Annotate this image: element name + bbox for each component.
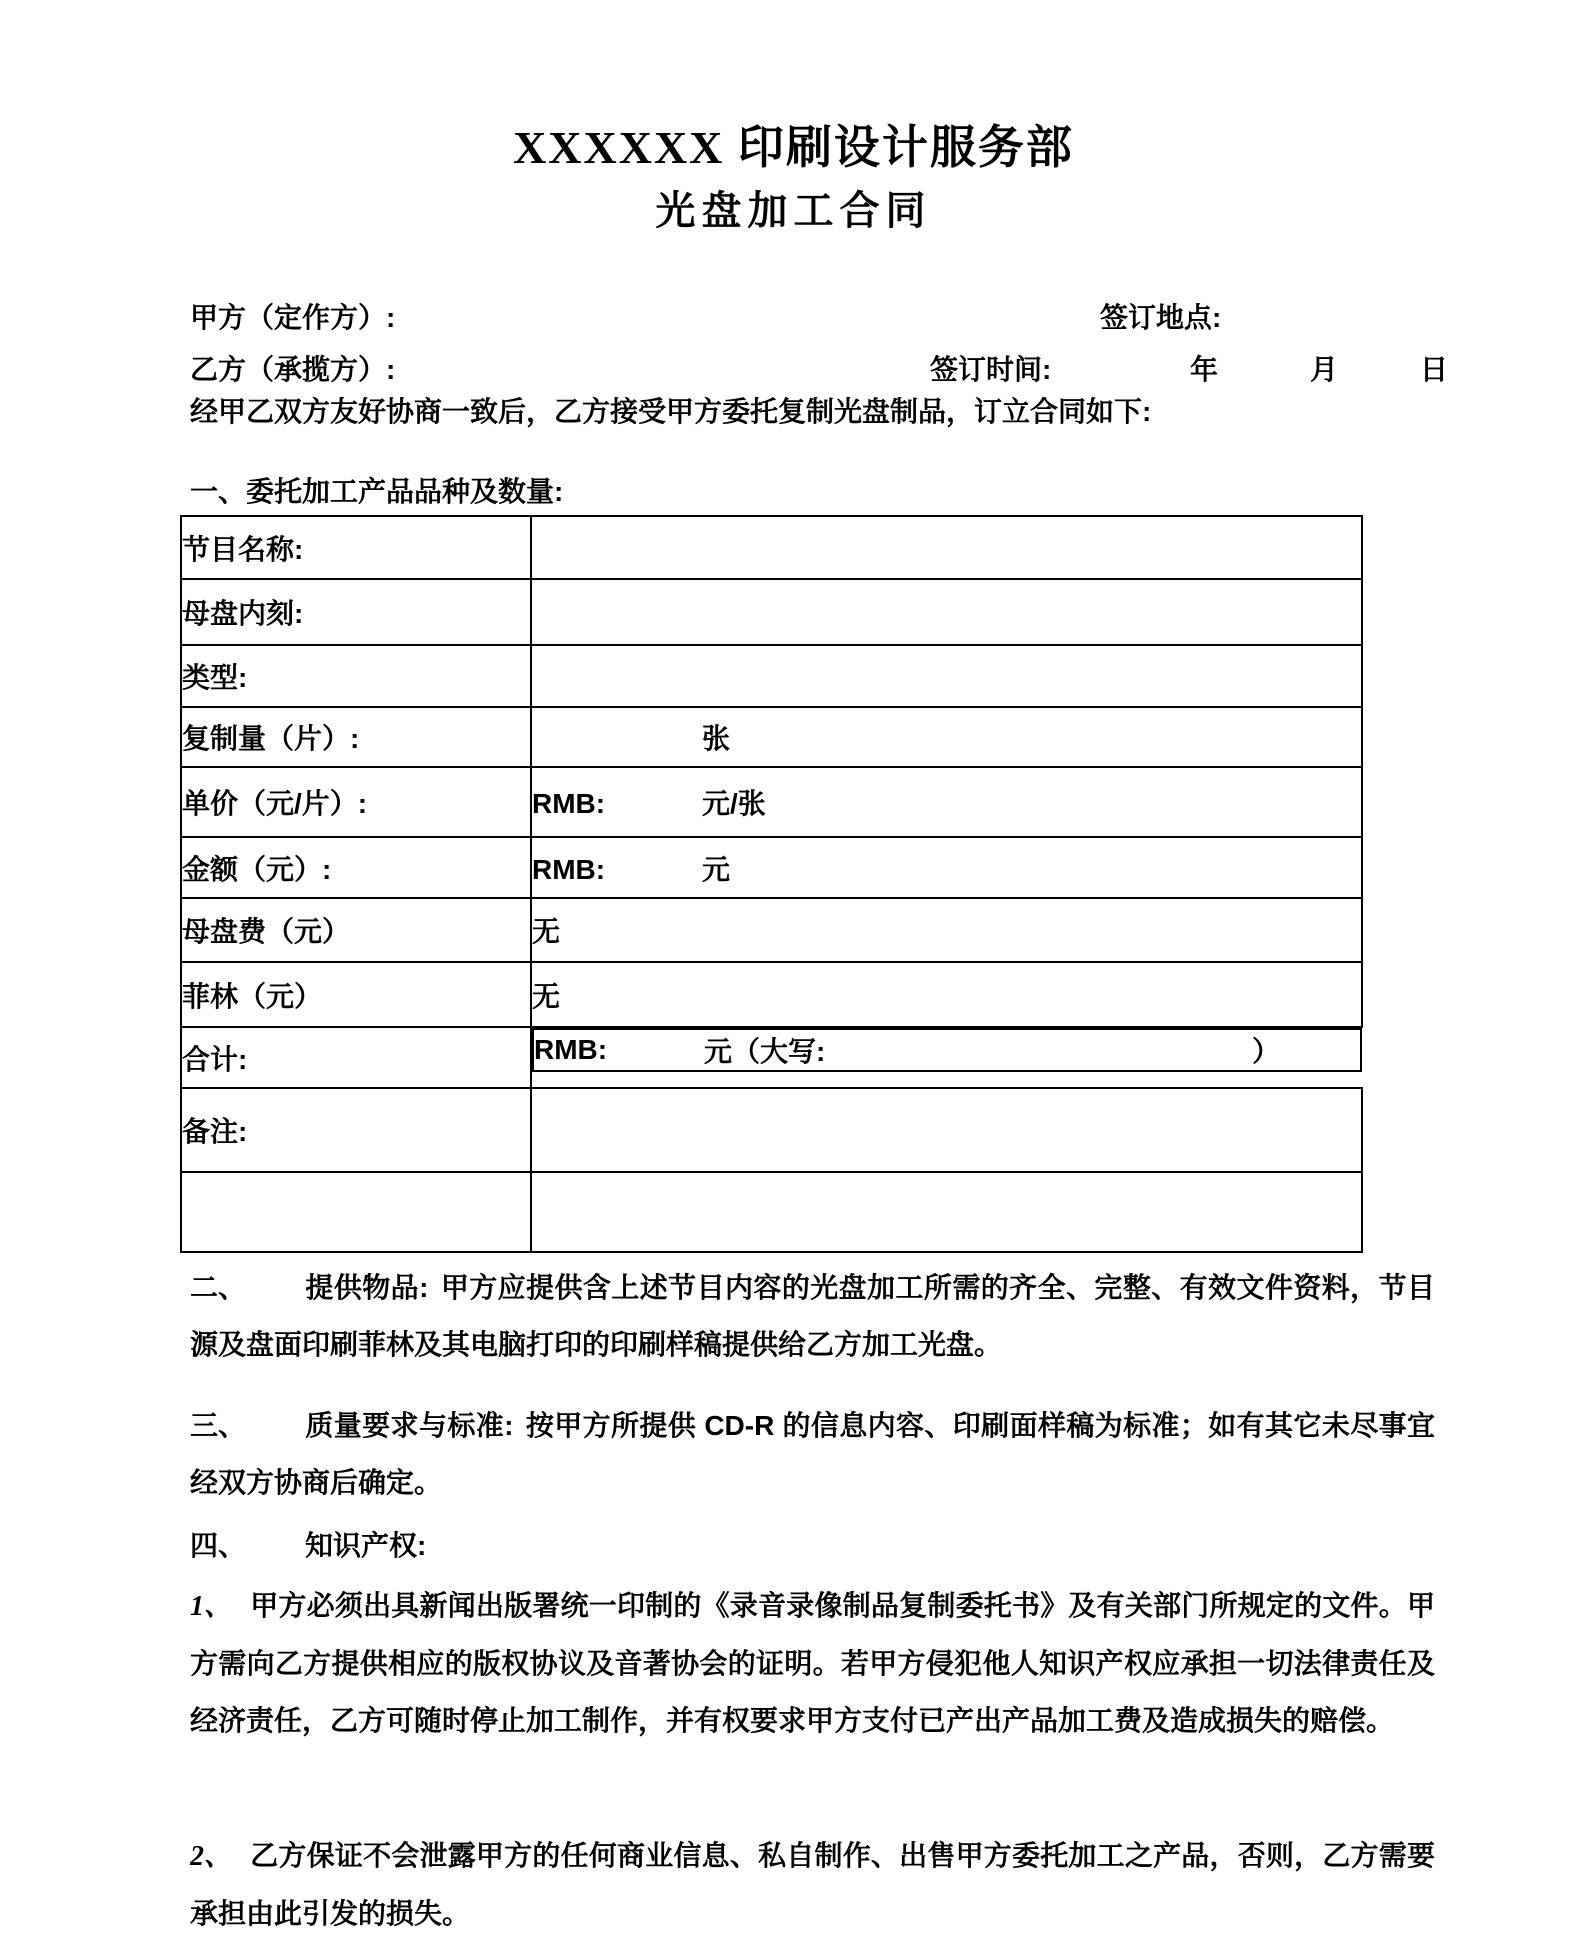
section2-paragraph [190, 1259, 1435, 1373]
row-value [531, 1172, 1362, 1252]
section3-heading: 质量要求与标准: [305, 1410, 514, 1441]
row-label: 母盘内刻: [181, 579, 531, 645]
section4-paragraph [190, 1517, 1435, 1574]
section2-text: 甲方应提供含上述节目内容的光盘加工所需的齐全、完整、有效文件资料，节目源及盘面印刷菲林及其电脑打印的印刷样稿提供给乙方加工光盘。 [190, 1272, 1436, 1360]
row-value [531, 707, 1362, 767]
table-row [181, 1172, 1362, 1252]
currency-prefix: RMB: [532, 788, 606, 819]
row-value-text: 元/张 [702, 788, 766, 819]
section3-text: 按甲方所提供 CD-R 的信息内容、印刷面样稿为标准；如有其它未尽事宜经双方协商后确定。 [190, 1410, 1435, 1498]
section2-number: 二、 [190, 1272, 247, 1303]
clause2-paragraph [190, 1827, 1435, 1939]
table-row [181, 1088, 1362, 1172]
row-label: 金额（元）: [181, 837, 531, 898]
table-row [181, 707, 1362, 767]
page-title: XXXXXX 印刷设计服务部 [513, 122, 1074, 173]
closing-paren: ） [1251, 1036, 1280, 1067]
products-table [180, 515, 1363, 1253]
table-row [181, 767, 1362, 837]
sign-place-label: 签订地点: [1100, 302, 1222, 333]
section4-heading: 知识产权: [305, 1530, 427, 1561]
row-value-text: 无 [532, 980, 561, 1012]
row-value-text: 元 [702, 853, 731, 885]
row-label: 复制量（片）: [181, 707, 531, 767]
row-value [531, 767, 1362, 837]
table-row [181, 962, 1362, 1027]
row-value [531, 579, 1362, 645]
clause1-number: 1、 [190, 1591, 233, 1622]
clause1-paragraph [190, 1577, 1435, 1749]
row-value [531, 962, 1362, 1027]
table-row [181, 837, 1362, 898]
row-label: 母盘费（元） [181, 898, 531, 962]
row-value [531, 645, 1362, 707]
table-row [181, 645, 1362, 707]
party-a-label: 甲方（定作方）: [190, 302, 396, 333]
page-subtitle: 光盘加工合同 [655, 188, 932, 233]
clause2-text: 乙方保证不会泄露甲方的任何商业信息、私自制作、出售甲方委托加工之产品，否则，乙方需要承担由此引发的损失。 [190, 1840, 1435, 1929]
row-value [531, 898, 1362, 962]
row-value-text: 张 [702, 723, 731, 754]
table-row [181, 898, 1362, 962]
year-label: 年 [1190, 354, 1219, 385]
clause1-text: 甲方必须出具新闻出版署统一印制的《录音录像制品复制委托书》及有关部门所规定的文件。甲方需向乙方提供相应的版权协议及音著协会的证明。若甲方侵犯他人知识产权应承担一切法律责任及经济责任，乙方可随时停止加工制作，并有权要求甲方支付已产出产品加工费及造成损失的赔偿。 [190, 1590, 1435, 1736]
row-label: 节目名称: [181, 516, 531, 579]
table-row [181, 516, 1362, 579]
intro-text: 经甲乙双方友好协商一致后，乙方接受甲方委托复制光盘制品，订立合同如下: [190, 396, 1152, 427]
row-label [181, 1172, 531, 1252]
party-a-line [190, 294, 1460, 342]
row-value [531, 1088, 1362, 1172]
clause2-number: 2、 [190, 1841, 233, 1872]
sign-time-label: 签订时间: [930, 354, 1052, 385]
row-label: 备注: [181, 1088, 531, 1172]
section4-number: 四、 [190, 1530, 247, 1561]
table-row [181, 1027, 1362, 1088]
section2-heading: 提供物品: [305, 1272, 429, 1303]
row-label: 单价（元/片）: [181, 767, 531, 837]
section3-number: 三、 [190, 1410, 247, 1441]
currency-prefix: RMB: [532, 853, 606, 885]
row-value [531, 516, 1362, 579]
products-table-body [181, 516, 1362, 1252]
row-value [531, 837, 1362, 898]
currency-prefix: RMB: [534, 1034, 608, 1065]
row-label: 合计: [181, 1027, 531, 1088]
party-b-line [190, 346, 1460, 394]
row-label: 类型: [181, 645, 531, 707]
table-row [181, 579, 1362, 645]
row-value-text: 元（大写: [704, 1036, 826, 1067]
section3-paragraph [190, 1397, 1435, 1511]
section1-heading: 一、委托加工产品品种及数量: [190, 476, 564, 507]
party-b-label: 乙方（承揽方）: [190, 354, 396, 385]
row-label: 菲林（元） [181, 962, 531, 1027]
row-value [532, 1028, 1362, 1072]
day-label: 日 [1420, 354, 1449, 385]
row-value-text: 无 [532, 916, 561, 947]
month-label: 月 [1310, 354, 1339, 385]
